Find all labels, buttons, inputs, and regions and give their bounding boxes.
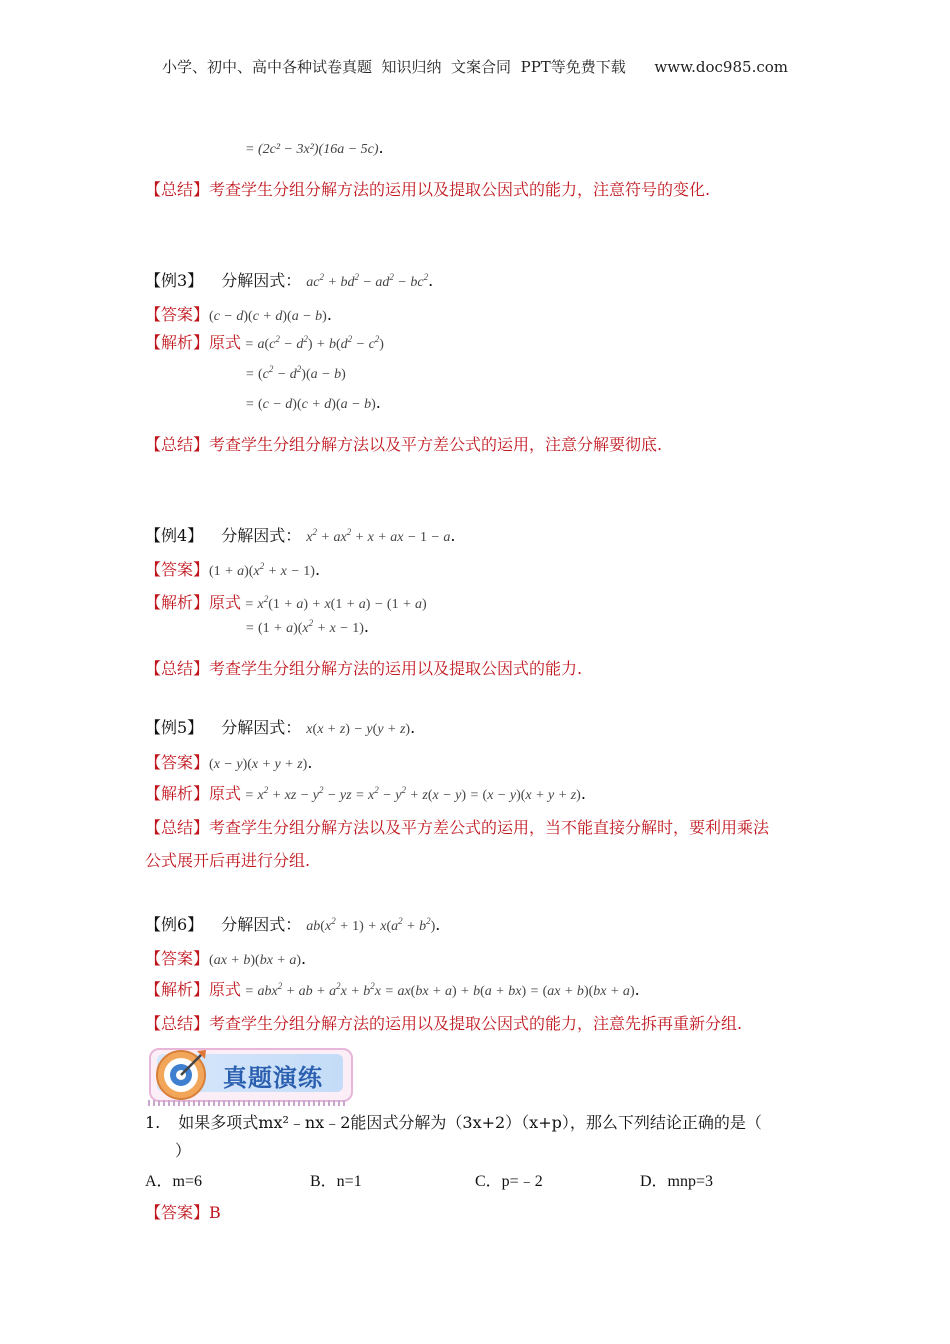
question-text-1: 如果多项式mx²﹣nx﹣2能因式分解为（3x+2）（x+p），那么下列结论正确的是（ xyxy=(178,1113,762,1132)
section-banner xyxy=(143,1042,357,1104)
analysis-label: 【解析】 xyxy=(145,593,210,612)
example-5-tag: 【例5】 xyxy=(145,718,204,737)
previous-step: = (2c² − 3x²)(16a − 5c). xyxy=(245,138,384,157)
analysis-label: 【解析】 xyxy=(145,980,210,999)
example-5-analysis: 【解析】原式 = $x^2$ + xz − $y^2$ − yz = $x^2 - y^2 + z(x - y) = (x - y)(x + y + z)$. xyxy=(145,784,586,803)
example-4-summary-text: 考查学生分组分解方法的运用以及提取公因式的能力. xyxy=(209,659,583,678)
example-5-factorize-label: 分解因式： xyxy=(221,718,302,737)
option-b[interactable]: B．n=1 xyxy=(310,1173,362,1190)
answer-value: B xyxy=(209,1203,221,1222)
example-3-expression: $ac^2 + bd^2 - ad^2 - bc^2$ xyxy=(306,272,429,290)
example-4-tag: 【例4】 xyxy=(145,526,204,545)
summary-label: 【总结】 xyxy=(145,818,210,837)
example-4-answer-math: $(1 + a)(x^2 + x - 1)$ xyxy=(209,561,315,579)
example-4-summary xyxy=(145,656,582,679)
original-label: 原式 xyxy=(209,593,242,612)
example-6-answer: 【答案】(ax + b)(bx + a). xyxy=(145,949,307,968)
example-6-summary xyxy=(145,1011,742,1034)
analysis-label: 【解析】 xyxy=(145,784,210,803)
example-3-factorize-label: 分解因式： xyxy=(221,271,302,290)
answer-label: 【答案】 xyxy=(145,305,210,324)
example-4-question: 【例4】 分解因式： $x^2 + ax^2 + x$ + ax − 1 − a. xyxy=(145,526,456,545)
example-6-tag: 【例6】 xyxy=(145,915,204,934)
example-3-step-1: = $a(c^2 - d^2) + b(d^2 - c^2)$ xyxy=(241,334,384,352)
example-3-step-3: = (c − d)(c + d)(a − b). xyxy=(245,393,381,412)
banner-stripes xyxy=(148,1100,348,1106)
target-icon xyxy=(151,1044,211,1102)
example-5-summary-text-1: 考查学生分组分解方法以及平方差公式的运用，当不能直接分解时，要利用乘法 xyxy=(209,818,770,837)
example-4-step-2: = $(1 + a)(x^2 + x - 1)$. xyxy=(245,617,369,636)
previous-step-math: = (2c² − 3x²)(16a − 5c) xyxy=(245,142,379,157)
example-3-analysis xyxy=(145,330,384,353)
example-4-factorize-label: 分解因式： xyxy=(221,526,302,545)
example-3-step-2: = $(c^2 - d^2)(a - b)$ xyxy=(245,364,346,382)
example-4-expression: $x^2 + ax^2 + x$ + ax − 1 − a xyxy=(306,527,451,545)
example-4-analysis xyxy=(145,590,427,613)
original-label: 原式 xyxy=(209,784,242,803)
original-label: 原式 xyxy=(209,333,242,352)
answer-label: 【答案】 xyxy=(145,560,210,579)
answer-label: 【答案】 xyxy=(145,949,210,968)
page-header: 小学、初中、高中各种试卷真题 知识归纳 文案合同 PPT等免费下载 www.doc985.com xyxy=(161,58,788,76)
example-5-expression: x(x + z) − y(y + z) xyxy=(306,722,411,737)
previous-summary: 【总结】考查学生分组分解方法的运用以及提取公因式的能力，注意符号的变化. xyxy=(145,180,711,199)
example-5-question: 【例5】 分解因式： x(x + z) − y(y + z). xyxy=(145,718,416,737)
example-3-answer: 【答案】(c − d)(c + d)(a − b). xyxy=(145,305,332,324)
example-6-step-1: = abx$^2$ + ab + $a^2x + b^2x = ax(bx + a) + b(a + bx) = (ax + b)(bx + a)$ xyxy=(241,981,635,999)
example-5-summary xyxy=(145,815,769,838)
summary-label: 【总结】 xyxy=(145,1014,210,1033)
question-number: 1. xyxy=(145,1113,161,1132)
example-5-answer: 【答案】(x − y)(x + y + z). xyxy=(145,753,313,772)
example-4-step-1: = $x^2(1 + a) + x(1 + a) - (1 + a)$ xyxy=(241,594,427,612)
example-6-answer-math: (ax + b)(bx + a) xyxy=(209,953,302,968)
original-label: 原式 xyxy=(209,980,242,999)
example-6-expression: $ab(x^2 + 1) + x(a^2 + b^2)$ xyxy=(306,916,436,934)
summary-label: 【总结】 xyxy=(145,659,210,678)
option-c[interactable]: C．p=﹣2 xyxy=(475,1173,543,1190)
answer-label: 【答案】 xyxy=(145,753,210,772)
analysis-label: 【解析】 xyxy=(145,333,210,352)
option-d[interactable]: D．mnp=3 xyxy=(640,1173,714,1190)
example-3-answer-math: (c − d)(c + d)(a − b) xyxy=(209,309,327,324)
example-3-summary xyxy=(145,432,662,455)
example-3-question: 【例3】 分解因式： $ac^2 + bd^2 - ad^2 - bc^2$. xyxy=(145,271,434,290)
banner-title: 真题演练 xyxy=(223,1064,323,1092)
example-6-question: 【例6】 分解因式： $ab(x^2 + 1) + x(a^2 + b^2)$. xyxy=(145,915,441,934)
question-1-answer xyxy=(145,1200,221,1223)
example-5-step-1: = $x^2$ + xz − $y^2$ − yz = $x^2 - y^2 + z(x - y) = (x - y)(x + y + z)$ xyxy=(241,785,581,803)
example-4-answer: 【答案】$(1 + a)(x^2 + x - 1)$. xyxy=(145,560,321,579)
option-a[interactable]: A．m=6 xyxy=(145,1173,203,1190)
example-3-summary-text: 考查学生分组分解方法以及平方差公式的运用，注意分解要彻底. xyxy=(209,435,663,454)
example-3-tag: 【例3】 xyxy=(145,271,204,290)
question-1-line-1 xyxy=(145,1110,762,1133)
answer-label: 【答案】 xyxy=(145,1203,210,1222)
example-6-factorize-label: 分解因式： xyxy=(221,915,302,934)
example-6-analysis: 【解析】原式 = abx$^2$ + ab + $a^2x + b^2x = ax(bx + a) + b(a + bx) = (ax + b)(bx + a)$. xyxy=(145,980,640,999)
summary-label: 【总结】 xyxy=(145,435,210,454)
question-text-2: ） xyxy=(175,1141,192,1160)
example-5-answer-math: (x − y)(x + y + z) xyxy=(209,757,308,772)
example-6-summary-text: 考查学生分组分解方法的运用以及提取公因式的能力，注意先拆再重新分组. xyxy=(209,1014,743,1033)
example-5-summary-text-2: 公式展开后再进行分组. xyxy=(145,851,311,870)
